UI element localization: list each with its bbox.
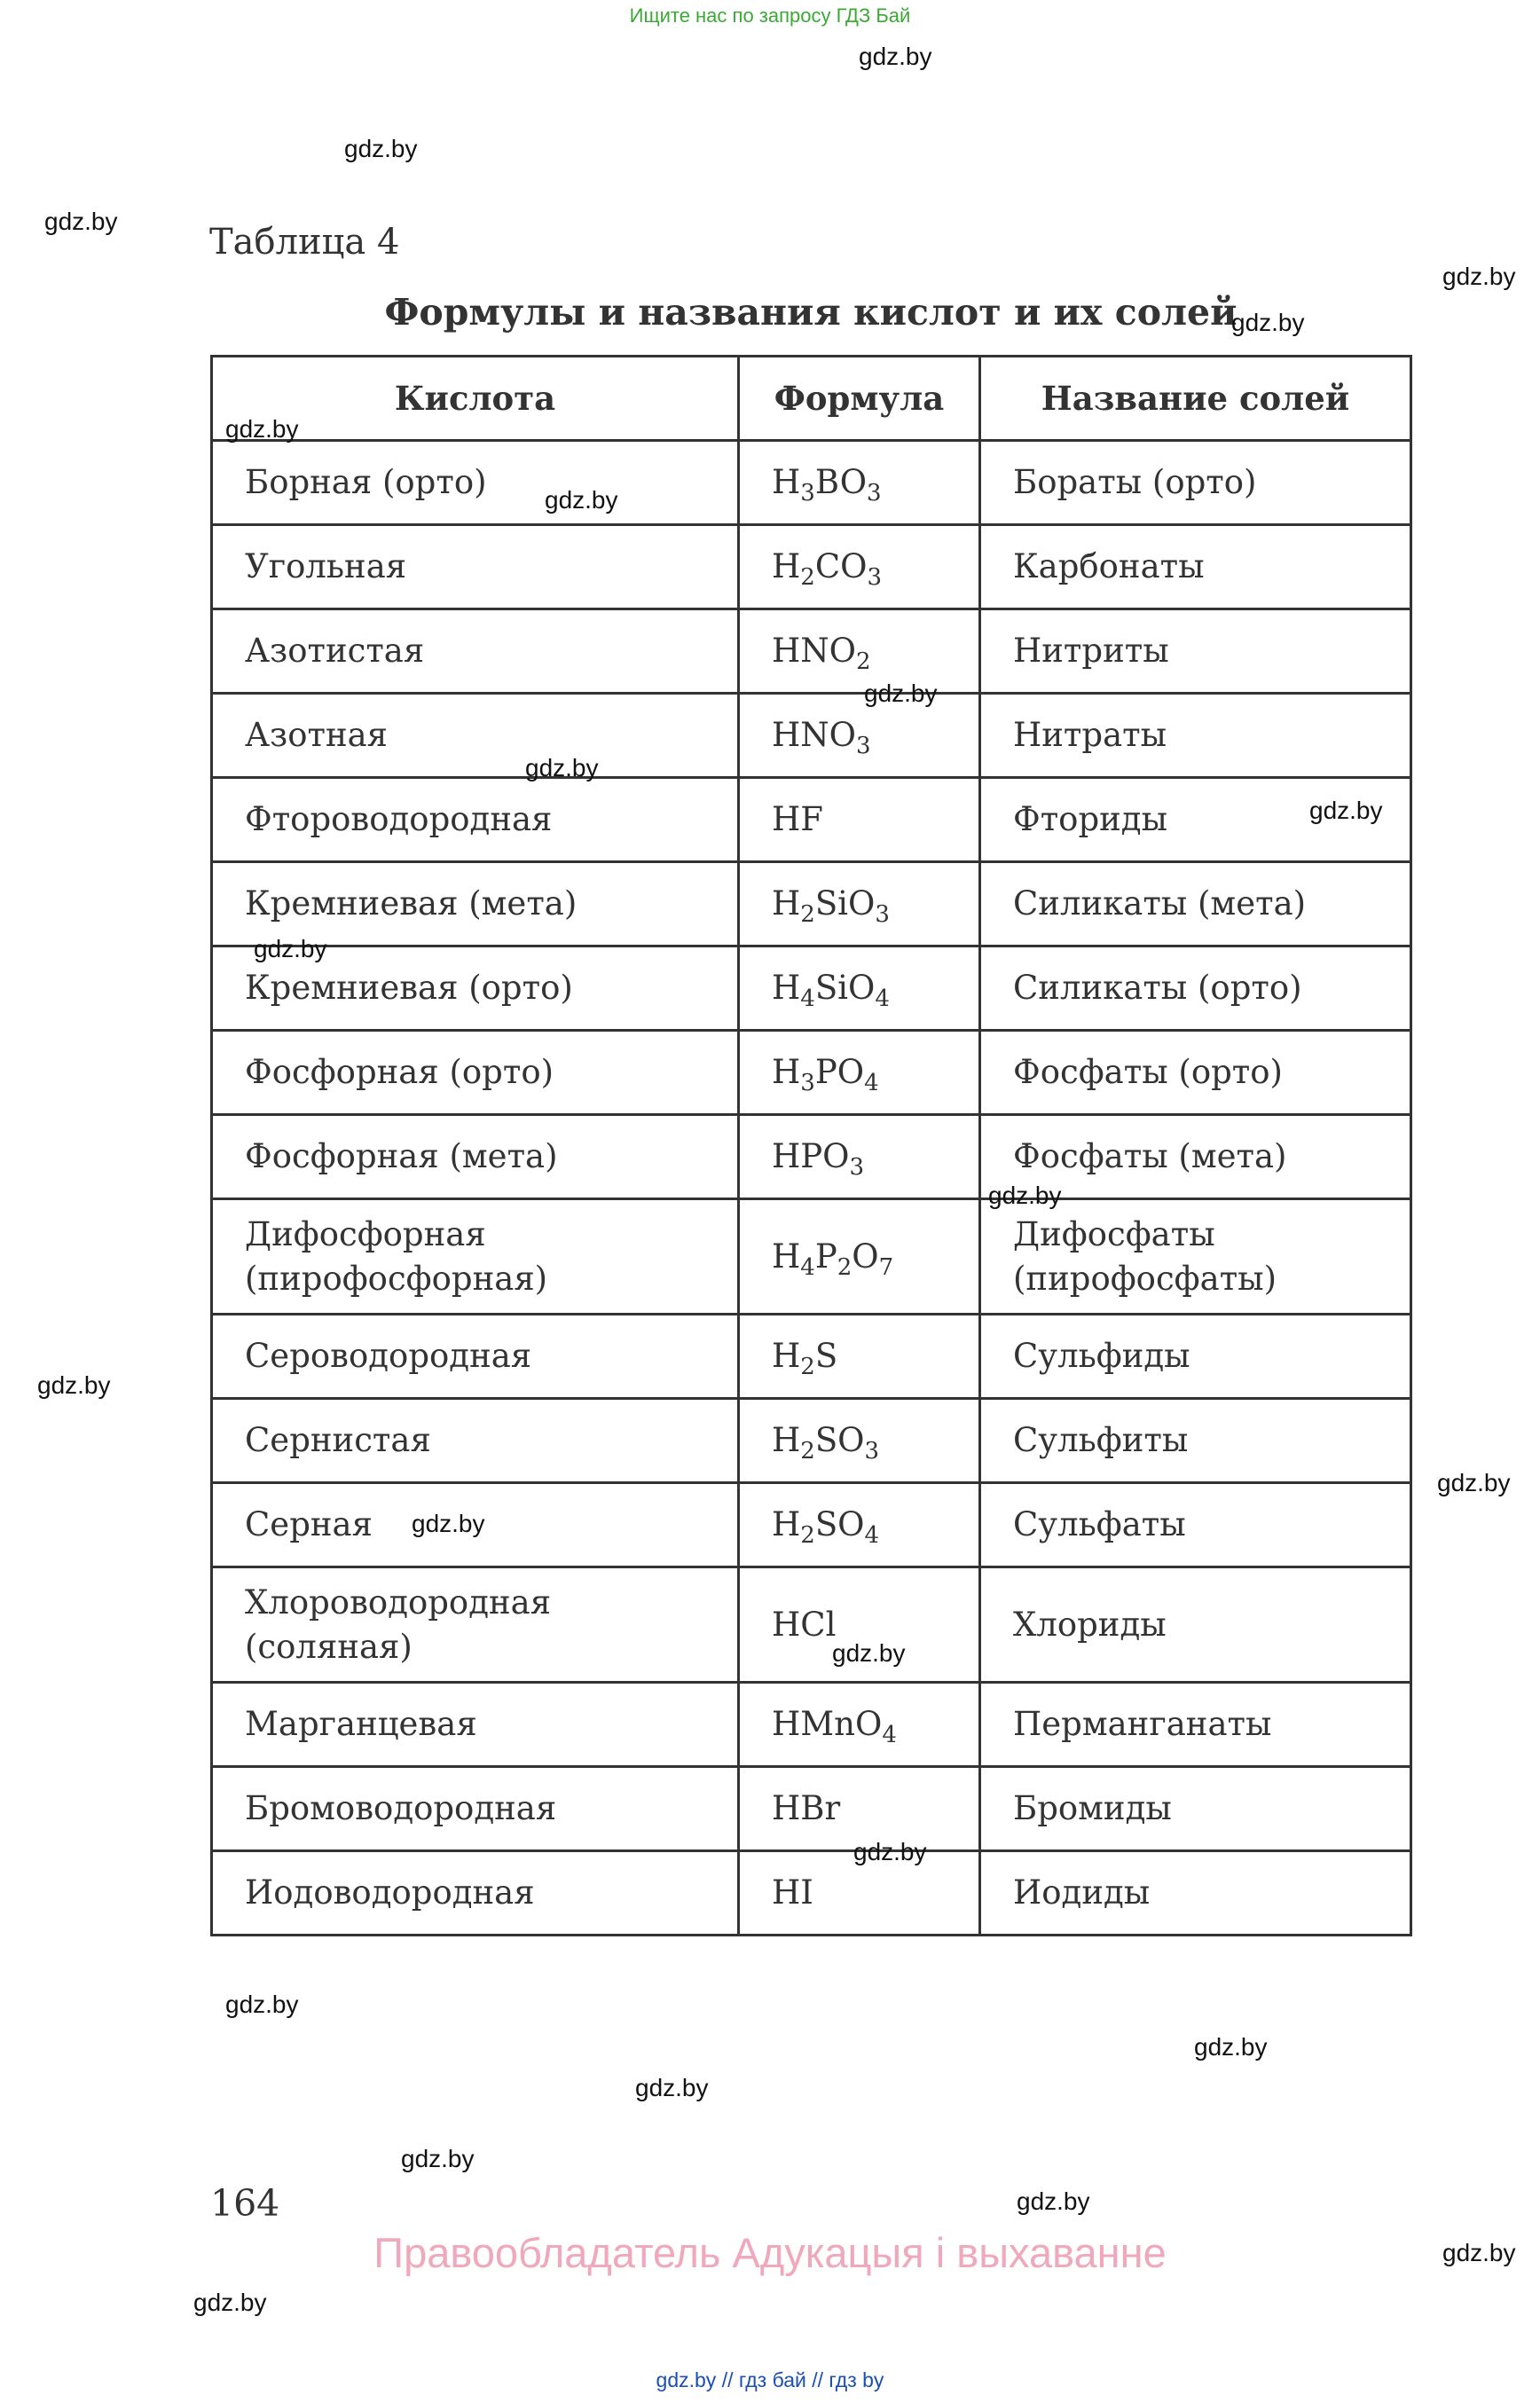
acid-name: (соляная) xyxy=(245,1627,412,1666)
copyright-notice: Правообладатель Адукацыя і выхаванне xyxy=(373,2229,1167,2276)
watermark: gdz.by xyxy=(1442,2239,1516,2266)
formula-element: H xyxy=(772,969,801,1007)
formula-subscript: 2 xyxy=(800,1354,815,1380)
salt-name-cell xyxy=(980,1851,1411,1936)
formula-subscript: 3 xyxy=(800,1070,815,1096)
salt-name-cell xyxy=(980,1199,1411,1315)
formula-element: HF xyxy=(772,800,823,838)
formula-element: CO xyxy=(814,547,868,585)
salt-name: Перманганаты xyxy=(1013,1705,1272,1743)
formula-element: HI xyxy=(772,1873,813,1912)
formula-element: H xyxy=(772,1237,801,1276)
watermark: gdz.by xyxy=(1309,797,1383,824)
formula-subscript: 4 xyxy=(800,1253,815,1281)
salt-name-cell xyxy=(980,946,1411,1031)
formula-subscript: 4 xyxy=(864,1070,879,1096)
watermark: gdz.by xyxy=(344,135,418,162)
watermark: gdz.by xyxy=(37,1371,111,1399)
formula-cell xyxy=(739,1031,980,1115)
acid-name: Угольная xyxy=(245,547,407,585)
formula-cell xyxy=(739,525,980,609)
formula-element: H xyxy=(772,1053,801,1091)
formula-element: H xyxy=(772,884,801,923)
acid-name-cell xyxy=(212,778,739,862)
table-row xyxy=(212,1767,1411,1851)
header-acid: Кислота xyxy=(212,357,739,441)
top-banner[interactable]: Ищите нас по запросу ГДЗ Бай xyxy=(629,4,911,27)
salt-name-cell xyxy=(980,1567,1411,1683)
table-header-row xyxy=(212,357,1411,441)
watermark: gdz.by xyxy=(254,935,327,962)
formula-element: S xyxy=(814,1337,838,1375)
acid-name: Сернистая xyxy=(245,1421,431,1459)
formula-subscript: 7 xyxy=(878,1253,894,1281)
acid-name: Борная (орто) xyxy=(245,463,487,501)
formula-cell xyxy=(739,1115,980,1199)
salt-name-cell xyxy=(980,525,1411,609)
acid-name-cell xyxy=(212,1767,739,1851)
watermark: gdz.by xyxy=(1437,1469,1511,1496)
formula-subscript: 4 xyxy=(800,986,815,1012)
acid-name-cell xyxy=(212,609,739,694)
salt-name: Сульфиты xyxy=(1013,1421,1189,1459)
salt-name: Бромиды xyxy=(1013,1789,1172,1827)
formula-element: HCl xyxy=(772,1605,837,1644)
acid-name-cell xyxy=(212,694,739,778)
page-number: 164 xyxy=(210,2182,280,2225)
acid-name: Фосфорная (орто) xyxy=(245,1053,554,1091)
salt-name: Силикаты (орто) xyxy=(1013,969,1302,1007)
acid-name-cell xyxy=(212,441,739,525)
formula-cell xyxy=(739,441,980,525)
salt-name: Бораты (орто) xyxy=(1013,463,1257,501)
table-row xyxy=(212,694,1411,778)
formula-subscript: 3 xyxy=(855,733,871,759)
watermark: gdz.by xyxy=(853,1838,927,1865)
table-title: Формулы и названия кислот и их солей xyxy=(384,291,1238,334)
table-row xyxy=(212,1315,1411,1399)
formula-subscript: 2 xyxy=(837,1253,852,1281)
table-row xyxy=(212,1031,1411,1115)
salt-name: Дифосфаты xyxy=(1013,1214,1215,1253)
formula-subscript: 3 xyxy=(867,480,882,507)
acid-name: Марганцевая xyxy=(245,1705,477,1743)
table-row xyxy=(212,1483,1411,1567)
salt-name-cell xyxy=(980,1031,1411,1115)
formula-cell xyxy=(739,1483,980,1567)
acid-name: Дифосфорная xyxy=(245,1214,486,1253)
watermark: gdz.by xyxy=(44,208,118,235)
formula-subscript: 2 xyxy=(800,564,815,591)
formula-element: SiO xyxy=(814,969,876,1007)
salt-name-cell xyxy=(980,1399,1411,1483)
acid-name-cell xyxy=(212,1851,739,1936)
acid-name: Иодоводородная xyxy=(245,1873,535,1912)
formula-subscript: 3 xyxy=(864,1438,880,1465)
formula-cell xyxy=(739,1315,980,1399)
acid-name: Серная xyxy=(245,1505,373,1543)
salt-name-cell xyxy=(980,441,1411,525)
formula-cell xyxy=(739,609,980,694)
watermark: gdz.by xyxy=(1194,2033,1268,2061)
formula-subscript: 3 xyxy=(800,480,815,507)
table-row xyxy=(212,441,1411,525)
formula-element: O xyxy=(852,1237,879,1276)
formula-subscript: 2 xyxy=(800,1522,815,1549)
formula-element: H xyxy=(772,1505,801,1543)
table-row xyxy=(212,525,1411,609)
formula-cell xyxy=(739,862,980,946)
watermark: gdz.by xyxy=(988,1182,1062,1209)
watermark: gdz.by xyxy=(1231,309,1305,336)
formula-element: HPO xyxy=(772,1137,850,1175)
formula-subscript: 3 xyxy=(867,564,883,591)
salt-name: Нитриты xyxy=(1013,632,1169,670)
table-row xyxy=(212,946,1411,1031)
table-row xyxy=(212,609,1411,694)
salt-name: Сульфиды xyxy=(1013,1337,1190,1375)
salt-name: Фториды xyxy=(1013,800,1168,838)
acid-name-cell xyxy=(212,862,739,946)
table-row xyxy=(212,1683,1411,1767)
watermark: gdz.by xyxy=(225,1991,299,2018)
salt-name-cell xyxy=(980,1483,1411,1567)
acid-name: Бромоводородная xyxy=(245,1789,557,1827)
table-row xyxy=(212,862,1411,946)
salt-name: Карбонаты xyxy=(1013,547,1205,585)
formula-element: HNO xyxy=(772,716,856,754)
formula-subscript: 3 xyxy=(875,901,890,928)
salt-name-cell xyxy=(980,1767,1411,1851)
watermark: gdz.by xyxy=(412,1510,485,1537)
watermark: gdz.by xyxy=(635,2074,709,2101)
acid-name-cell xyxy=(212,525,739,609)
acid-name-cell xyxy=(212,1567,739,1683)
acid-name: Сероводородная xyxy=(245,1337,532,1375)
formula-subscript: 4 xyxy=(864,1522,880,1549)
formula-subscript: 4 xyxy=(875,986,890,1012)
formula-element: HMnO xyxy=(772,1705,883,1743)
salt-name: Нитраты xyxy=(1013,716,1167,754)
formula-element: H xyxy=(772,1421,801,1459)
formula-cell xyxy=(739,778,980,862)
table-row xyxy=(212,1115,1411,1199)
formula-cell xyxy=(739,1199,980,1315)
table-row xyxy=(212,778,1411,862)
formula-cell xyxy=(739,694,980,778)
formula-element: PO xyxy=(814,1053,865,1091)
formula-element: H xyxy=(772,547,801,585)
watermark: gdz.by xyxy=(864,679,938,707)
formula-cell xyxy=(739,1399,980,1483)
acid-name: Азотистая xyxy=(245,632,425,670)
formula-subscript: 2 xyxy=(800,901,815,928)
acid-name: Хлороводородная xyxy=(245,1582,552,1622)
salt-name-cell xyxy=(980,1683,1411,1767)
salt-name: Иодиды xyxy=(1013,1873,1151,1912)
table-caption: Таблица 4 xyxy=(209,222,400,263)
watermark: gdz.by xyxy=(545,486,618,514)
acid-name: Азотная xyxy=(245,716,389,754)
formula-element: BO xyxy=(814,463,868,501)
formula-element: HNO xyxy=(772,632,856,670)
salt-name-cell xyxy=(980,694,1411,778)
acid-name-cell xyxy=(212,1199,739,1315)
table-row xyxy=(212,1399,1411,1483)
formula-subscript: 3 xyxy=(849,1154,865,1181)
salt-name-cell xyxy=(980,862,1411,946)
salt-name-cell xyxy=(980,609,1411,694)
salt-name: Силикаты (мета) xyxy=(1013,884,1307,923)
acid-name-cell xyxy=(212,1115,739,1199)
watermark: gdz.by xyxy=(1442,263,1516,290)
formula-cell xyxy=(739,946,980,1031)
acid-name: Кремниевая (мета) xyxy=(245,884,578,923)
formula-element: SO xyxy=(814,1505,865,1543)
formula-element: SO xyxy=(814,1421,865,1459)
acid-name-cell xyxy=(212,1683,739,1767)
formula-cell xyxy=(739,1683,980,1767)
formula-element: HBr xyxy=(772,1789,841,1827)
acid-name-cell xyxy=(212,1031,739,1115)
salt-name: Хлориды xyxy=(1013,1605,1167,1644)
salt-name: Сульфаты xyxy=(1013,1505,1186,1543)
salt-name: Фосфаты (орто) xyxy=(1013,1053,1283,1091)
acid-name: Фтороводородная xyxy=(245,800,553,838)
formula-element: P xyxy=(814,1237,837,1276)
acid-name: Фосфорная (мета) xyxy=(245,1137,558,1175)
acids-table xyxy=(210,355,1412,1936)
header-salt-name: Название солей xyxy=(980,357,1411,441)
watermark: gdz.by xyxy=(832,1639,906,1667)
acid-name-cell xyxy=(212,1315,739,1399)
formula-element: H xyxy=(772,1337,801,1375)
acid-name: (пирофосфорная) xyxy=(245,1259,548,1298)
formula-subscript: 2 xyxy=(855,648,871,675)
formula-element: SiO xyxy=(814,884,876,923)
formula-element: H xyxy=(772,463,801,501)
table-row xyxy=(212,1199,1411,1315)
salt-name-cell xyxy=(980,1315,1411,1399)
salt-name: Фосфаты (мета) xyxy=(1013,1137,1287,1175)
watermark: gdz.by xyxy=(859,43,932,70)
acid-name-cell xyxy=(212,1399,739,1483)
watermark: gdz.by xyxy=(225,415,299,443)
table-row xyxy=(212,1567,1411,1683)
watermark: gdz.by xyxy=(401,2145,475,2172)
watermark: gdz.by xyxy=(525,754,599,781)
watermark: gdz.by xyxy=(1017,2187,1090,2215)
formula-subscript: 2 xyxy=(800,1438,815,1465)
salt-name: (пирофосфаты) xyxy=(1013,1259,1277,1298)
acid-name: Кремниевая (орто) xyxy=(245,969,573,1007)
table-body xyxy=(212,441,1411,1936)
formula-subscript: 4 xyxy=(882,1722,897,1748)
footer-links[interactable]: gdz.by // гдз бай // гдз by xyxy=(656,2368,884,2391)
table-row xyxy=(212,1851,1411,1936)
header-formula: Формула xyxy=(739,357,980,441)
watermark: gdz.by xyxy=(193,2289,267,2316)
